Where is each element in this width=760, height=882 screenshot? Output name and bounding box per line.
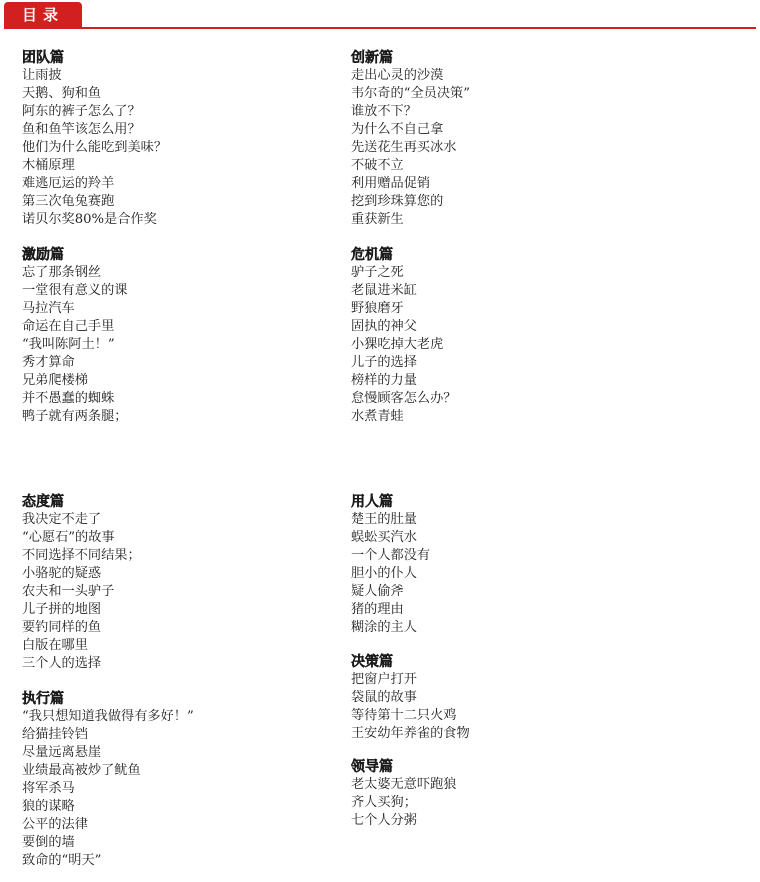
toc-item[interactable]: 三个人的选择: [22, 656, 102, 671]
section-title: 执行篇: [22, 691, 64, 707]
toc-item[interactable]: 儿子的选择: [351, 355, 417, 370]
section-title: 领导篇: [351, 759, 393, 775]
toc-item[interactable]: “我只想知道我做得有多好！”: [22, 709, 194, 724]
section-attitude: [22, 493, 352, 673]
toc-item[interactable]: 阿东的裤子怎么了？: [22, 104, 141, 119]
section-items: [22, 264, 352, 426]
section-title: 创新篇: [351, 50, 393, 66]
section-items: [351, 671, 681, 743]
toc-item[interactable]: 天鹅、狗和鱼: [22, 86, 102, 101]
toc-item[interactable]: 楚王的肚量: [351, 512, 417, 527]
toc-item[interactable]: 给猫挂铃铛: [22, 727, 88, 742]
section-employ: [351, 493, 681, 637]
section-items: [22, 708, 352, 870]
toc-item[interactable]: 水煮青蛙: [351, 409, 404, 424]
toc-item[interactable]: 挖到珍珠算您的: [351, 194, 444, 209]
toc-item[interactable]: 榜样的力量: [351, 373, 417, 388]
section-title: 团队篇: [22, 50, 64, 66]
toc-item[interactable]: 小骆驼的疑惑: [22, 566, 102, 581]
toc-item[interactable]: 忘了那条钢丝: [22, 265, 102, 280]
toc-header: [0, 0, 760, 30]
toc-item[interactable]: 固执的神父: [351, 319, 417, 334]
section-title: 态度篇: [22, 494, 64, 510]
toc-item[interactable]: 木桶原理: [22, 158, 75, 173]
toc-item[interactable]: 要钓同样的鱼: [22, 620, 102, 635]
toc-item[interactable]: “我叫陈阿土！”: [22, 337, 115, 352]
toc-item[interactable]: 把窗户打开: [351, 672, 417, 687]
toc-item[interactable]: 驴子之死: [351, 265, 404, 280]
header-divider: [4, 27, 756, 29]
toc-item[interactable]: 第三次龟兔赛跑: [22, 194, 115, 209]
toc-item[interactable]: 白版在哪里: [22, 638, 88, 653]
section-leadership: [351, 758, 681, 830]
section-title: 决策篇: [351, 654, 393, 670]
toc-item[interactable]: 糊涂的主人: [351, 620, 417, 635]
toc-item[interactable]: 将军杀马: [22, 781, 75, 796]
section-motivation: [22, 246, 352, 426]
toc-item[interactable]: 谁放不下？: [351, 104, 417, 119]
toc-item[interactable]: 韦尔奇的“全员决策”: [351, 86, 470, 101]
toc-item[interactable]: 并不愚蠢的蜘蛛: [22, 391, 115, 406]
toc-item[interactable]: 马拉汽车: [22, 301, 75, 316]
toc-item[interactable]: 命运在自己手里: [22, 319, 115, 334]
toc-item[interactable]: 鸭子就有两条腿；: [22, 409, 128, 424]
toc-item[interactable]: 重获新生: [351, 212, 404, 227]
toc-item[interactable]: 胆小的仆人: [351, 566, 417, 581]
section-title: 危机篇: [351, 247, 393, 263]
section-title: 激励篇: [22, 247, 64, 263]
toc-item[interactable]: 难逃厄运的羚羊: [22, 176, 115, 191]
toc-item[interactable]: 等待第十二只火鸡: [351, 708, 457, 723]
toc-item[interactable]: 公平的法律: [22, 817, 88, 832]
section-items: [22, 511, 352, 673]
section-items: [351, 67, 681, 229]
toc-item[interactable]: 走出心灵的沙漠: [351, 68, 444, 83]
toc-item[interactable]: 我决定不走了: [22, 512, 102, 527]
section-execution: [22, 690, 352, 870]
toc-title-tab: [4, 2, 82, 28]
section-crisis: [351, 246, 681, 426]
toc-item[interactable]: 老鼠进米缸: [351, 283, 417, 298]
toc-item[interactable]: 不同选择不同结果；: [22, 548, 141, 563]
toc-item[interactable]: 先送花生再买冰水: [351, 140, 457, 155]
toc-item[interactable]: 一堂很有意义的课: [22, 283, 128, 298]
section-decision: [351, 653, 681, 743]
toc-item[interactable]: 蜈蚣买汽水: [351, 530, 417, 545]
toc-item[interactable]: 狼的谋略: [22, 799, 75, 814]
toc-item[interactable]: 猪的理由: [351, 602, 404, 617]
section-title: 用人篇: [351, 494, 393, 510]
toc-item[interactable]: 尽量远离悬崖: [22, 745, 102, 760]
toc-item[interactable]: 农夫和一头驴子: [22, 584, 115, 599]
toc-title: 目录: [21, 6, 64, 24]
section-items: [351, 511, 681, 637]
section-items: [351, 264, 681, 426]
section-innovation: [351, 49, 681, 229]
toc-item[interactable]: 鱼和鱼竿该怎么用？: [22, 122, 141, 137]
toc-item[interactable]: 疑人偷斧: [351, 584, 404, 599]
toc-item[interactable]: 利用赠品促销: [351, 176, 431, 191]
section-team: [22, 49, 352, 229]
toc-item[interactable]: 为什么不自己拿: [351, 122, 444, 137]
toc-item[interactable]: 让雨披: [22, 68, 62, 83]
toc-item[interactable]: 秀才算命: [22, 355, 75, 370]
toc-item[interactable]: 一个人都没有: [351, 548, 431, 563]
toc-item[interactable]: 野狼磨牙: [351, 301, 404, 316]
toc-item[interactable]: 兄弟爬楼梯: [22, 373, 88, 388]
toc-item[interactable]: 齐人买狗；: [351, 795, 417, 810]
toc-item[interactable]: 王安幼年养雀的食物: [351, 726, 470, 741]
toc-item[interactable]: 袋鼠的故事: [351, 690, 417, 705]
toc-item[interactable]: 他们为什么能吃到美味？: [22, 140, 168, 155]
toc-item[interactable]: 要倒的墙: [22, 835, 75, 850]
toc-item[interactable]: 儿子拼的地图: [22, 602, 102, 617]
toc-item[interactable]: 老太婆无意吓跑狼: [351, 777, 457, 792]
toc-item[interactable]: 怠慢顾客怎么办？: [351, 391, 457, 406]
section-items: [351, 776, 681, 830]
toc-item[interactable]: 业绩最高被炒了鱿鱼: [22, 763, 141, 778]
section-items: [22, 67, 352, 229]
toc-item[interactable]: 不破不立: [351, 158, 404, 173]
toc-item[interactable]: 小猓吃掉大老虎: [351, 337, 444, 352]
toc-item[interactable]: 致命的“明天”: [22, 853, 102, 868]
toc-item[interactable]: 七个人分粥: [351, 813, 417, 828]
toc-item[interactable]: 诺贝尔奖80%是合作奖: [22, 212, 157, 227]
toc-item[interactable]: “心愿石”的故事: [22, 530, 115, 545]
